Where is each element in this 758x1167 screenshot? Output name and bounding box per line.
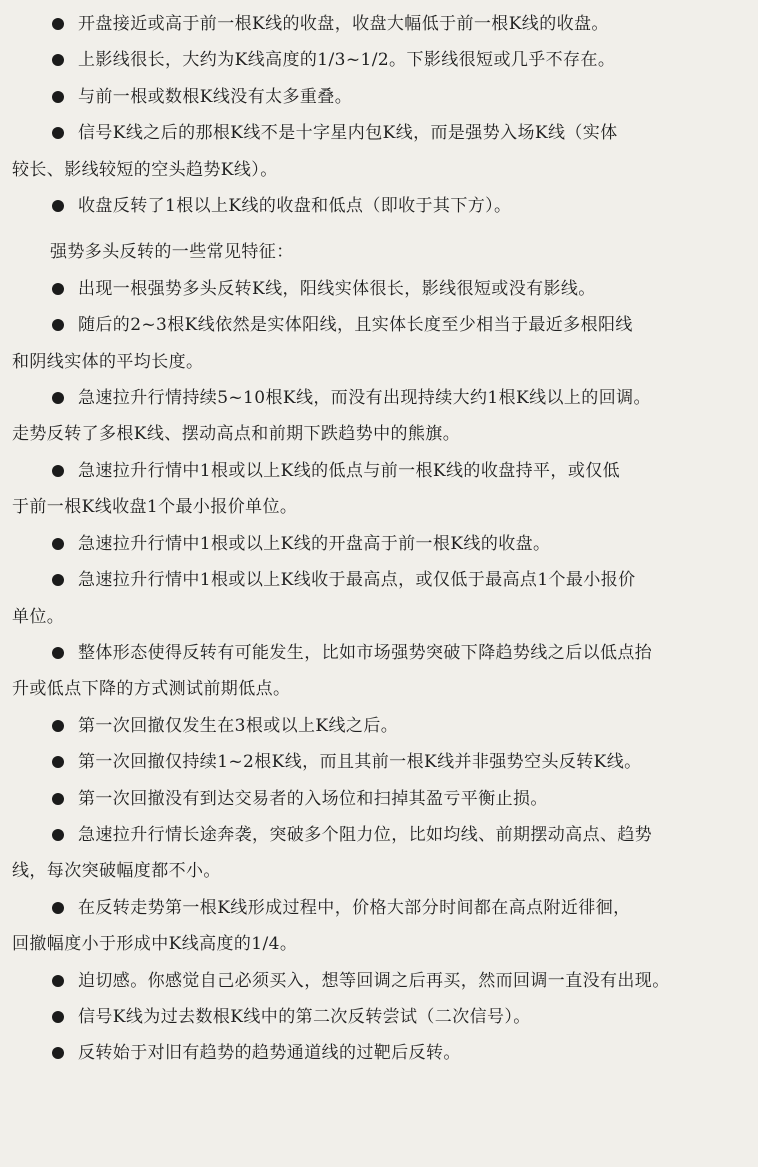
bullet-icon <box>52 538 64 550</box>
bullet-icon <box>52 91 64 103</box>
bullet-icon <box>52 127 64 139</box>
list-item: 收盘反转了1根以上K线的收盘和低点（即收于其下方）。 <box>12 188 736 224</box>
bullet-icon <box>52 829 64 841</box>
bullet-icon <box>52 200 64 212</box>
bearish-features-list <box>12 6 736 224</box>
bullet-icon <box>52 283 64 295</box>
list-item: 信号K线之后的那根K线不是十字星内包K线，而是强势入场K线（实体 <box>12 115 736 151</box>
list-item-continuation: 单位。 <box>12 606 65 627</box>
list-item: 迫切感。你感觉自己必须买入，想等回调之后再买，然而回调一直没有出现。 <box>12 963 736 999</box>
bullish-features-list <box>12 271 736 1072</box>
bullet-icon <box>52 756 64 768</box>
list-item: 随后的2~3根K线依然是实体阳线，且实体长度至少相当于最近多根阳线 <box>12 307 736 343</box>
bullet-icon <box>52 647 64 659</box>
list-item: 第一次回撤仅发生在3根或以上K线之后。 <box>12 708 736 744</box>
list-item-continuation: 回撤幅度小于形成中K线高度的1/4。 <box>12 934 298 955</box>
list-item: 急速拉升行情中1根或以上K线的低点与前一根K线的收盘持平，或仅低 <box>12 453 736 489</box>
list-item-continuation: 走势反转了多根K线、摆动高点和前期下跌趋势中的熊旗。 <box>12 424 461 445</box>
list-item: 急速拉升行情中1根或以上K线的开盘高于前一根K线的收盘。 <box>12 526 736 562</box>
list-item-continuation: 线，每次突破幅度都不小。 <box>12 861 221 882</box>
bullet-icon <box>52 1047 64 1059</box>
list-item: 与前一根或数根K线没有太多重叠。 <box>12 79 736 115</box>
list-item: 出现一根强势多头反转K线，阳线实体很长，影线很短或没有影线。 <box>12 271 736 307</box>
bullet-icon <box>52 975 64 987</box>
section-title: 强势多头反转的一些常见特征： <box>50 242 294 263</box>
list-item-continuation: 升或低点下降的方式测试前期低点。 <box>12 679 291 700</box>
list-item-continuation: 较长、影线较短的空头趋势K线）。 <box>12 159 278 180</box>
list-item: 开盘接近或高于前一根K线的收盘，收盘大幅低于前一根K线的收盘。 <box>12 6 736 42</box>
list-item: 急速拉升行情中1根或以上K线收于最高点，或仅低于最高点1个最小报价 <box>12 562 736 598</box>
list-item-continuation: 于前一根K线收盘1个最小报价单位。 <box>12 497 298 518</box>
bullet-icon <box>52 18 64 30</box>
bullet-icon <box>52 465 64 477</box>
list-item: 信号K线为过去数根K线中的第二次反转尝试（二次信号）。 <box>12 999 736 1035</box>
list-item: 第一次回撤仅持续1~2根K线，而且其前一根K线并非强势空头反转K线。 <box>12 744 736 780</box>
bullet-icon <box>52 720 64 732</box>
list-item: 第一次回撤没有到达交易者的入场位和扫掉其盈亏平衡止损。 <box>12 781 736 817</box>
list-item: 上影线很长，大约为K线高度的1/3~1/2。下影线很短或几乎不存在。 <box>12 42 736 78</box>
bullet-icon <box>52 793 64 805</box>
bullet-icon <box>52 574 64 586</box>
bullet-icon <box>52 1011 64 1023</box>
list-item: 在反转走势第一根K线形成过程中，价格大部分时间都在高点附近徘徊， <box>12 890 736 926</box>
bullet-icon <box>52 392 64 404</box>
bullet-icon <box>52 902 64 914</box>
list-item: 急速拉升行情持续5~10根K线，而没有出现持续大约1根K线以上的回调。 <box>12 380 736 416</box>
bullet-icon <box>52 319 64 331</box>
list-item: 整体形态使得反转有可能发生，比如市场强势突破下降趋势线之后以低点抬 <box>12 635 736 671</box>
bullet-icon <box>52 54 64 66</box>
list-item: 反转始于对旧有趋势的趋势通道线的过靶后反转。 <box>12 1035 736 1071</box>
list-item: 急速拉升行情长途奔袭，突破多个阻力位，比如均线、前期摆动高点、趋势 <box>12 817 736 853</box>
list-item-continuation: 和阴线实体的平均长度。 <box>12 351 204 372</box>
